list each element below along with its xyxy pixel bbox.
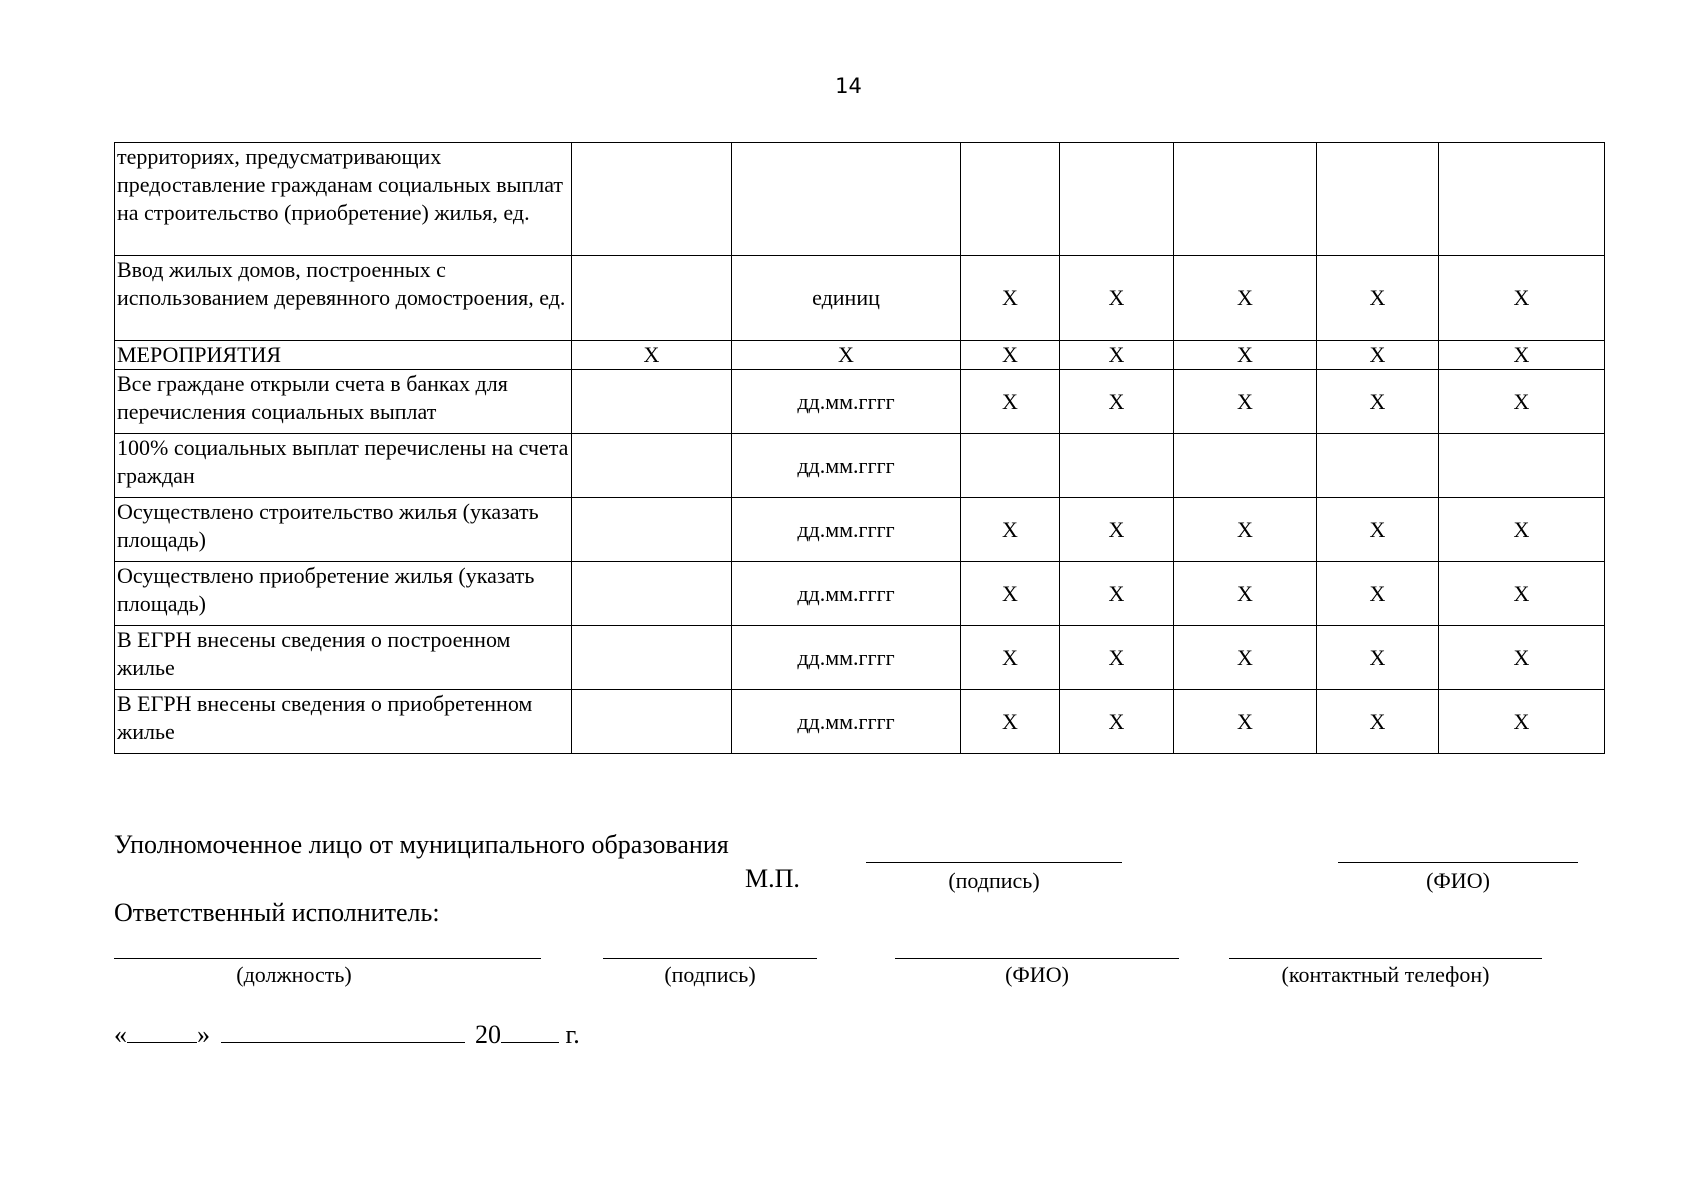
table-cell: Х [1174, 498, 1317, 562]
date-century: 20 [475, 1020, 501, 1049]
table-cell [1060, 434, 1174, 498]
table-cell: Х [1439, 256, 1605, 341]
date-open-quote: « [114, 1020, 127, 1049]
table-cell: дд.мм.гггг [732, 626, 961, 690]
table-cell [572, 498, 732, 562]
date-suffix: г. [565, 1020, 580, 1049]
table-cell [572, 256, 732, 341]
table-row [115, 434, 1605, 498]
table-cell [1439, 434, 1605, 498]
table-cell: Х [732, 341, 961, 370]
table-cell: Х [1174, 370, 1317, 434]
month-blank [221, 1020, 465, 1043]
date-close-quote: » [197, 1020, 210, 1049]
table-cell: Х [1060, 256, 1174, 341]
table-cell: Х [961, 498, 1060, 562]
table-cell: Х [1439, 498, 1605, 562]
table-cell: Х [572, 341, 732, 370]
table-row [115, 256, 1605, 341]
table-cell [961, 434, 1060, 498]
table-cell: Х [1439, 626, 1605, 690]
table-cell: Х [1060, 341, 1174, 370]
table-cell: Х [1060, 562, 1174, 626]
table-cell: Х [1317, 626, 1439, 690]
table-cell: Х [1174, 690, 1317, 754]
table-cell: дд.мм.гггг [732, 690, 961, 754]
table-cell [1317, 434, 1439, 498]
table-cell: единиц [732, 256, 961, 341]
table-row [115, 341, 1605, 370]
table-cell [572, 143, 732, 256]
table-cell [961, 143, 1060, 256]
table-row [115, 562, 1605, 626]
table-cell: Х [1317, 498, 1439, 562]
authorized-person-label: Уполномоченное лицо от муниципального образования [114, 830, 729, 859]
table-cell: Х [1174, 256, 1317, 341]
signature-caption-2: (подпись) [664, 962, 756, 987]
table-cell: Х [1317, 370, 1439, 434]
stamp-label: М.П. [745, 864, 800, 893]
table-cell: Х [1439, 690, 1605, 754]
position-caption: (должность) [236, 962, 352, 987]
table-cell: Х [1060, 690, 1174, 754]
table-row [115, 143, 1605, 256]
table-cell: Х [961, 562, 1060, 626]
table-cell: дд.мм.гггг [732, 370, 961, 434]
table-cell: дд.мм.гггг [732, 562, 961, 626]
table-row [115, 626, 1605, 690]
signature-line [866, 862, 1122, 863]
date-line [114, 1020, 580, 1050]
table-cell: Х [1060, 626, 1174, 690]
table-cell: Х [1174, 562, 1317, 626]
table-cell: Х [1439, 341, 1605, 370]
responsible-executor-label: Ответственный исполнитель: [114, 898, 440, 927]
table-cell: Х [961, 690, 1060, 754]
indicator-name: 100% социальных выплат перечислены на счета граждан [115, 434, 572, 498]
table-cell [572, 434, 732, 498]
day-blank [127, 1020, 197, 1043]
phone-caption: (контактный телефон) [1281, 962, 1490, 987]
table-cell [572, 626, 732, 690]
fio-caption: (ФИО) [1426, 868, 1490, 893]
section-heading: МЕРОПРИЯТИЯ [115, 341, 572, 370]
table-cell: Х [1317, 690, 1439, 754]
table-cell: Х [1439, 562, 1605, 626]
indicator-name: Ввод жилых домов, построенных с использованием деревянного домостроения, ед. [115, 256, 572, 341]
page-number: 14 [835, 74, 862, 98]
table-cell: дд.мм.гггг [732, 434, 961, 498]
fio-line [1338, 862, 1578, 863]
table-row [115, 370, 1605, 434]
indicator-name: В ЕГРН внесены сведения о построенном жилье [115, 626, 572, 690]
table-cell: Х [1317, 562, 1439, 626]
table-cell: Х [1060, 370, 1174, 434]
table-cell [1060, 143, 1174, 256]
fio-line-2 [895, 958, 1179, 959]
year-blank [501, 1020, 559, 1043]
table-cell: Х [1317, 341, 1439, 370]
table-cell [732, 143, 961, 256]
indicator-name: Осуществлено приобретение жилья (указать площадь) [115, 562, 572, 626]
table-cell [1317, 143, 1439, 256]
table-cell: Х [961, 341, 1060, 370]
fio-caption-2: (ФИО) [1005, 962, 1069, 987]
table-cell [1439, 143, 1605, 256]
table-cell: Х [1439, 370, 1605, 434]
table-cell: Х [961, 370, 1060, 434]
table-cell: Х [961, 626, 1060, 690]
table-row [115, 690, 1605, 754]
indicator-name: территориях, предусматривающих предоставление гражданам социальных выплат на строительство (приобретение) жилья, ед. [115, 143, 572, 256]
indicator-name: Все граждане открыли счета в банках для перечисления социальных выплат [115, 370, 572, 434]
table-cell: Х [1174, 341, 1317, 370]
table-cell: Х [1060, 498, 1174, 562]
indicator-name: Осуществлено строительство жилья (указать площадь) [115, 498, 572, 562]
table-cell: Х [961, 256, 1060, 341]
signature-line-2 [603, 958, 817, 959]
signature-caption: (подпись) [948, 868, 1040, 893]
table-cell [572, 690, 732, 754]
table-cell: Х [1174, 626, 1317, 690]
position-line [114, 958, 541, 959]
table-cell [572, 370, 732, 434]
table-cell [1174, 143, 1317, 256]
table-cell [1174, 434, 1317, 498]
table-cell: Х [1317, 256, 1439, 341]
phone-line [1229, 958, 1542, 959]
report-table [114, 142, 1605, 754]
table-cell [572, 562, 732, 626]
table-row [115, 498, 1605, 562]
indicator-name: В ЕГРН внесены сведения о приобретенном жилье [115, 690, 572, 754]
table-cell: дд.мм.гггг [732, 498, 961, 562]
